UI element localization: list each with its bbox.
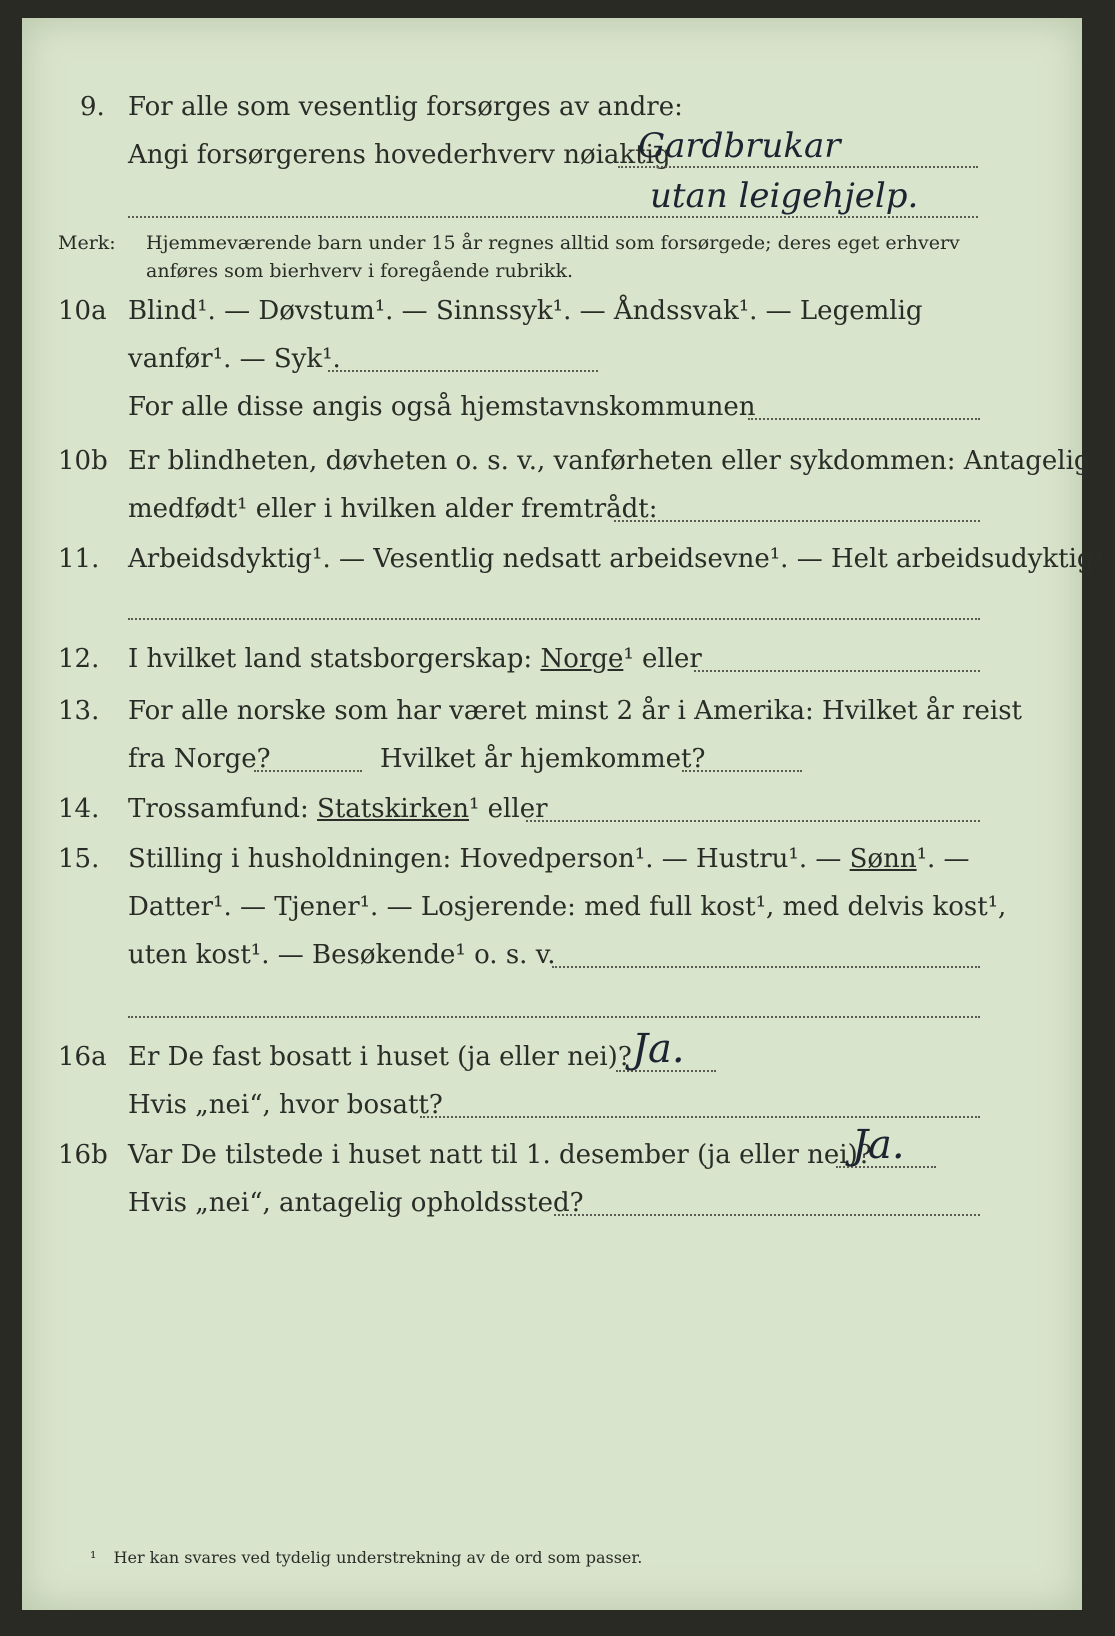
census-form-page [22, 18, 1113, 1610]
q13-line1: For alle norske som har været minst 2 år i Amerika: Hvilket år reist [128, 696, 1022, 726]
question-number-16b: 16b [58, 1140, 108, 1170]
q13-answer-line2 [682, 770, 802, 772]
question-number-14: 14. [58, 794, 100, 824]
q12-line [128, 644, 702, 674]
question-number-9: 9. [80, 92, 105, 122]
q12-question: I hvilket land statsborgerskap: [128, 644, 533, 674]
question-number-15: 15. [58, 844, 100, 874]
q14-line [128, 794, 548, 824]
q15-line1 [128, 844, 970, 874]
merk-line2: anføres som bierhverv i foregående rubrikk. [146, 260, 574, 282]
question-number-16a: 16a [58, 1042, 107, 1072]
q15-underlined-option: Sønn [849, 844, 917, 874]
q16b-answer-line2 [554, 1214, 980, 1216]
footnote-mark: ¹ [90, 1548, 97, 1567]
q16a-line1: Er De fast bosatt i huset (ja eller nei)? [128, 1042, 632, 1072]
q10a-line1: Blind¹. — Døvstum¹. — Sinnssyk¹. — Åndssvak¹. — Legemlig [128, 296, 923, 326]
merk-line1: Hjemmeværende barn under 15 år regnes alltid som forsørgede; deres eget erhverv [146, 232, 960, 254]
merk-label: Merk: [58, 232, 116, 254]
question-number-12: 12. [58, 644, 100, 674]
q13-line2a: fra Norge? [128, 744, 271, 774]
q15-line1a: Stilling i husholdningen: Hovedperson¹. — Hustru¹. — [128, 844, 842, 874]
q16b-handwritten-answer: Ja. [852, 1122, 905, 1168]
q14-answer-line [526, 820, 980, 822]
q11-line1: Arbeidsdyktig¹. — Vesentlig nedsatt arbeidsevne¹. — Helt arbeidsudyktig¹. [128, 544, 1113, 574]
q15-answer-line2 [128, 1016, 980, 1018]
question-number-10b: 10b [58, 446, 108, 476]
q16b-line1: Var De tilstede i huset natt til 1. desember (ja eller nei)? [128, 1140, 872, 1170]
q9-handwritten-answer1: Gardbrukar [638, 126, 841, 166]
q14-underlined-option: Statskirken [317, 794, 469, 824]
q9-handwritten-answer2: utan leigehjelp. [650, 176, 919, 216]
q15-answer-line1 [552, 966, 980, 968]
question-number-11: 11. [58, 544, 100, 574]
q9-answer-line1 [618, 166, 978, 168]
question-number-10a: 10a [58, 296, 107, 326]
q16b-line2: Hvis „nei“, antagelig opholdssted? [128, 1188, 584, 1218]
q10a-line3: For alle disse angis også hjemstavnskommunen [128, 392, 756, 422]
q13-line2b: Hvilket år hjemkommet? [380, 744, 706, 774]
q16a-answer-line2 [420, 1116, 980, 1118]
q10a-answer-line1 [328, 370, 598, 372]
q16a-handwritten-answer: Ja. [632, 1026, 685, 1072]
q9-line2: Angi forsørgerens hovederhverv nøiaktig [128, 140, 671, 170]
q12-underlined-option: Norge [540, 644, 624, 674]
q13-answer-line1 [254, 770, 362, 772]
q15-line1b: ¹. — [916, 844, 970, 874]
question-number-13: 13. [58, 696, 100, 726]
footnote [90, 1548, 642, 1567]
q11-answer-line [128, 618, 980, 620]
q12-post: ¹ eller [623, 644, 702, 674]
q10b-line1: Er blindheten, døvheten o. s. v., vanførheten eller sykdommen: Antagelig [128, 446, 1091, 476]
q10a-answer-line2 [748, 418, 980, 420]
q10b-answer-line [614, 520, 980, 522]
q10b-line2: medfødt¹ eller i hvilken alder fremtrådt: [128, 494, 658, 524]
q10a-line2: vanfør¹. — Syk¹. [128, 344, 341, 374]
q12-answer-line [694, 670, 980, 672]
q15-line3: uten kost¹. — Besøkende¹ o. s. v. [128, 940, 556, 970]
q9-answer-line2 [128, 216, 978, 218]
q15-line2: Datter¹. — Tjener¹. — Losjerende: med full kost¹, med delvis kost¹, [128, 892, 1007, 922]
q9-line1: For alle som vesentlig forsørges av andre: [128, 92, 683, 122]
footnote-text: Her kan svares ved tydelig understrekning av de ord som passer. [113, 1548, 643, 1567]
q14-post: ¹ eller [468, 794, 548, 824]
q14-question: Trossamfund: [128, 794, 309, 824]
q16a-line2: Hvis „nei“, hvor bosatt? [128, 1090, 443, 1120]
